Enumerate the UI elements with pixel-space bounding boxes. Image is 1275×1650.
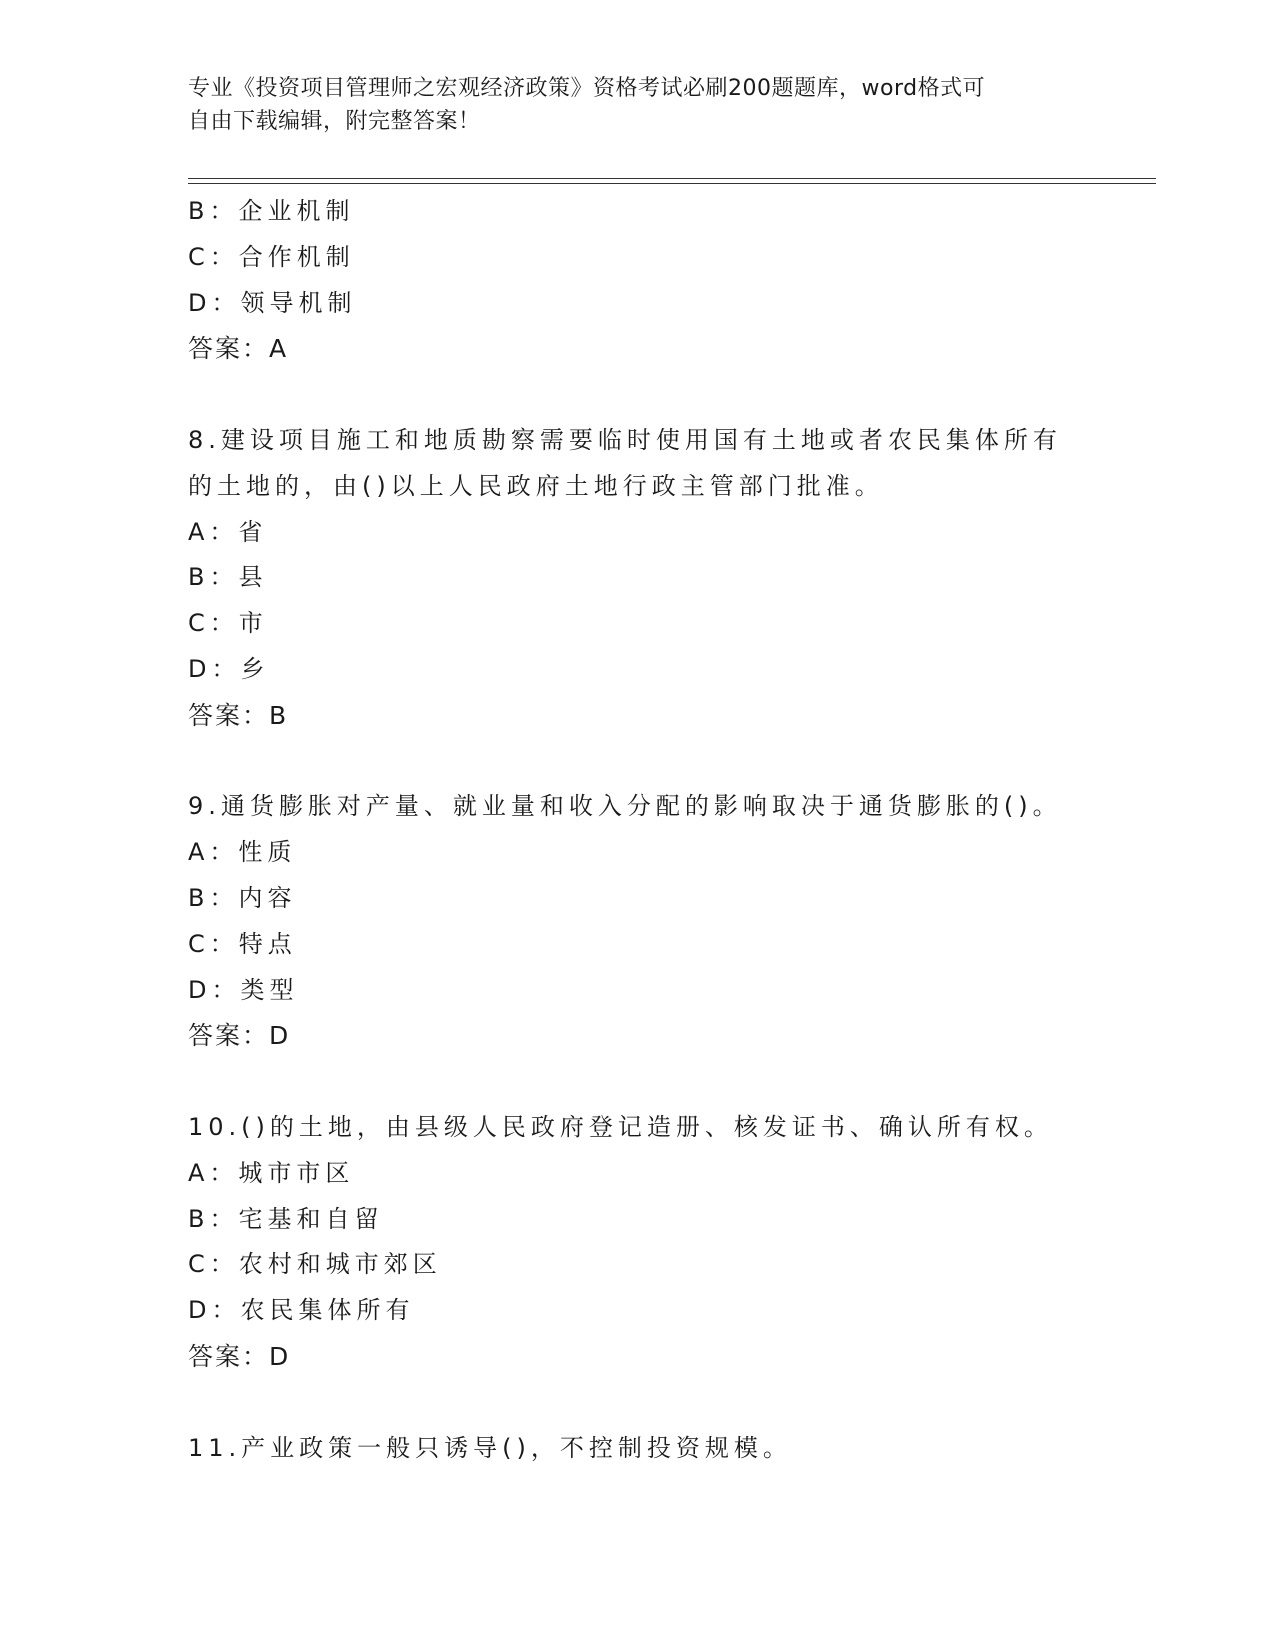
option-c: C：市 [188, 609, 268, 638]
option-a: A：性质 [188, 838, 297, 867]
option-a: A：省 [188, 517, 268, 546]
option-d: D：农民集体所有 [188, 1296, 415, 1325]
question-stem-line: 8.建设项目施工和地质勘察需要临时使用国有土地或者农民集体所有 [188, 425, 1062, 454]
option-b: B：县 [188, 563, 268, 592]
question-spacer [188, 1059, 1088, 1105]
answer-line: 答案：D [188, 1341, 291, 1371]
option-d: D：领导机制 [188, 288, 357, 317]
option-b: B：企业机制 [188, 197, 355, 225]
option-d: D：乡 [188, 654, 270, 683]
header-line-2: 自由下载编辑，附完整答案！ [188, 109, 481, 134]
question-spacer [188, 372, 1088, 418]
question-stem-line: 9.通货膨胀对产量、就业量和收入分配的影响取决于通货膨胀的()。 [188, 792, 1062, 821]
question-stem-line: 10.()的土地，由县级人民政府登记造册、核发证书、确认所有权。 [188, 1112, 1053, 1141]
question-7-continued [188, 189, 1088, 372]
question-stem-line: 的土地的，由()以上人民政府土地行政主管部门批准。 [188, 471, 884, 500]
document-header [188, 72, 1068, 138]
question-stem-line: 11.产业政策一般只诱导()，不控制投资规模。 [188, 1433, 792, 1462]
question-9 [188, 784, 1088, 1059]
option-d: D：类型 [188, 975, 299, 1004]
option-c: C：特点 [188, 929, 297, 958]
option-c: C：农村和城市郊区 [188, 1250, 442, 1279]
question-spacer [188, 739, 1088, 785]
question-list [188, 189, 1088, 1471]
option-b: B：宅基和自留 [188, 1204, 384, 1233]
answer-line: 答案：A [188, 334, 289, 364]
header-divider-top [188, 178, 1156, 179]
option-c: C：合作机制 [188, 242, 355, 271]
header-divider-bottom [188, 183, 1156, 184]
option-a: A：城市市区 [188, 1158, 355, 1187]
question-11 [188, 1426, 1088, 1472]
question-8 [188, 418, 1088, 739]
header-line-1: 专业《投资项目管理师之宏观经济政策》资格考试必刷200题题库，word格式可 [188, 76, 986, 101]
answer-line: 答案：D [188, 1021, 291, 1051]
question-10 [188, 1105, 1088, 1380]
answer-line: 答案：B [188, 700, 289, 730]
question-spacer [188, 1380, 1088, 1426]
option-b: B：内容 [188, 883, 297, 912]
